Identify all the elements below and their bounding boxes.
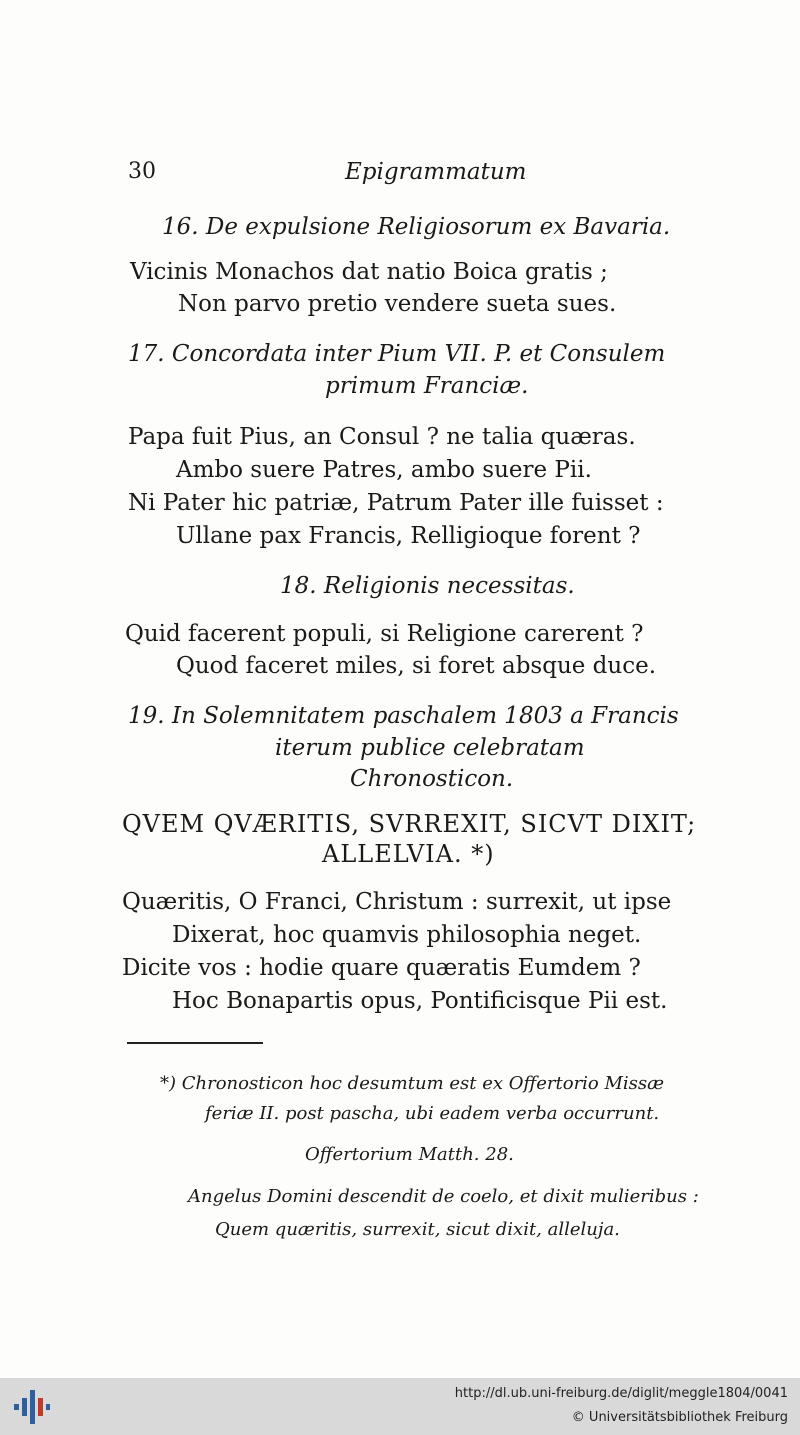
page-number: 30 (128, 159, 156, 184)
section-18-heading: 18. Religionis necessitas. (280, 573, 575, 599)
copyright-text: © Universitätsbibliothek Freiburg (571, 1410, 788, 1425)
verse-line: Quid facerent populi, si Religione carerent ? (125, 621, 644, 647)
section-19-heading-cont: iterum publice celebratam (275, 735, 585, 761)
footnote-rule (127, 1042, 263, 1044)
page-url-link[interactable]: http://dl.ub.uni-freiburg.de/diglit/meggle1804/0041 (454, 1386, 788, 1401)
footnote-line: feriæ II. post pascha, ubi eadem verba occurrunt. (205, 1103, 660, 1124)
verse-line: Quæritis, O Franci, Christum : surrexit, ut ipse (122, 889, 672, 915)
chronostichon-line: QVEM QVÆRITIS, SVRREXIT, SICVT DIXIT; (122, 810, 697, 838)
verse-line: Papa fuit Pius, an Consul ? ne talia quæras. (128, 424, 636, 450)
footnote-line: Offertorium Matth. 28. (305, 1144, 514, 1165)
verse-line: Ambo suere Patres, ambo suere Pii. (176, 457, 592, 483)
section-17-heading: 17. Concordata inter Pium VII. P. et Consulem (128, 341, 666, 367)
footnote-line: Angelus Domini descendit de coelo, et dixit mulieribus : (188, 1186, 699, 1207)
section-17-heading-cont: primum Franciæ. (325, 373, 529, 399)
section-19-heading: 19. In Solemnitatem paschalem 1803 a Francis (128, 703, 679, 729)
verse-line: Non parvo pretio vendere sueta sues. (178, 291, 617, 317)
section-16-heading: 16. De expulsione Religiosorum ex Bavaria. (162, 214, 671, 240)
running-title: Epigrammatum (345, 159, 527, 185)
verse-line: Ullane pax Francis, Relligioque forent ? (176, 523, 641, 549)
verse-line: Vicinis Monachos dat natio Boica gratis ; (130, 259, 608, 285)
footnote-line: Quem quæritis, surrexit, sicut dixit, alleluja. (215, 1219, 620, 1240)
verse-line: Dixerat, hoc quamvis philosophia neget. (172, 922, 642, 948)
footnote-line: *) Chronosticon hoc desumtum est ex Offertorio Missæ (160, 1073, 665, 1094)
verse-line: Hoc Bonapartis opus, Pontificisque Pii est. (172, 988, 668, 1014)
section-19-subheading: Chronosticon. (350, 766, 514, 792)
library-logo-icon (12, 1388, 52, 1426)
verse-line: Quod faceret miles, si foret absque duce. (176, 653, 657, 679)
viewer-footer (0, 1378, 800, 1435)
verse-line: Dicite vos : hodie quare quæratis Eumdem ? (122, 955, 641, 981)
chronostichon-line: ALLELVIA. *) (322, 840, 495, 868)
verse-line: Ni Pater hic patriæ, Patrum Pater ille fuisset : (128, 490, 664, 516)
